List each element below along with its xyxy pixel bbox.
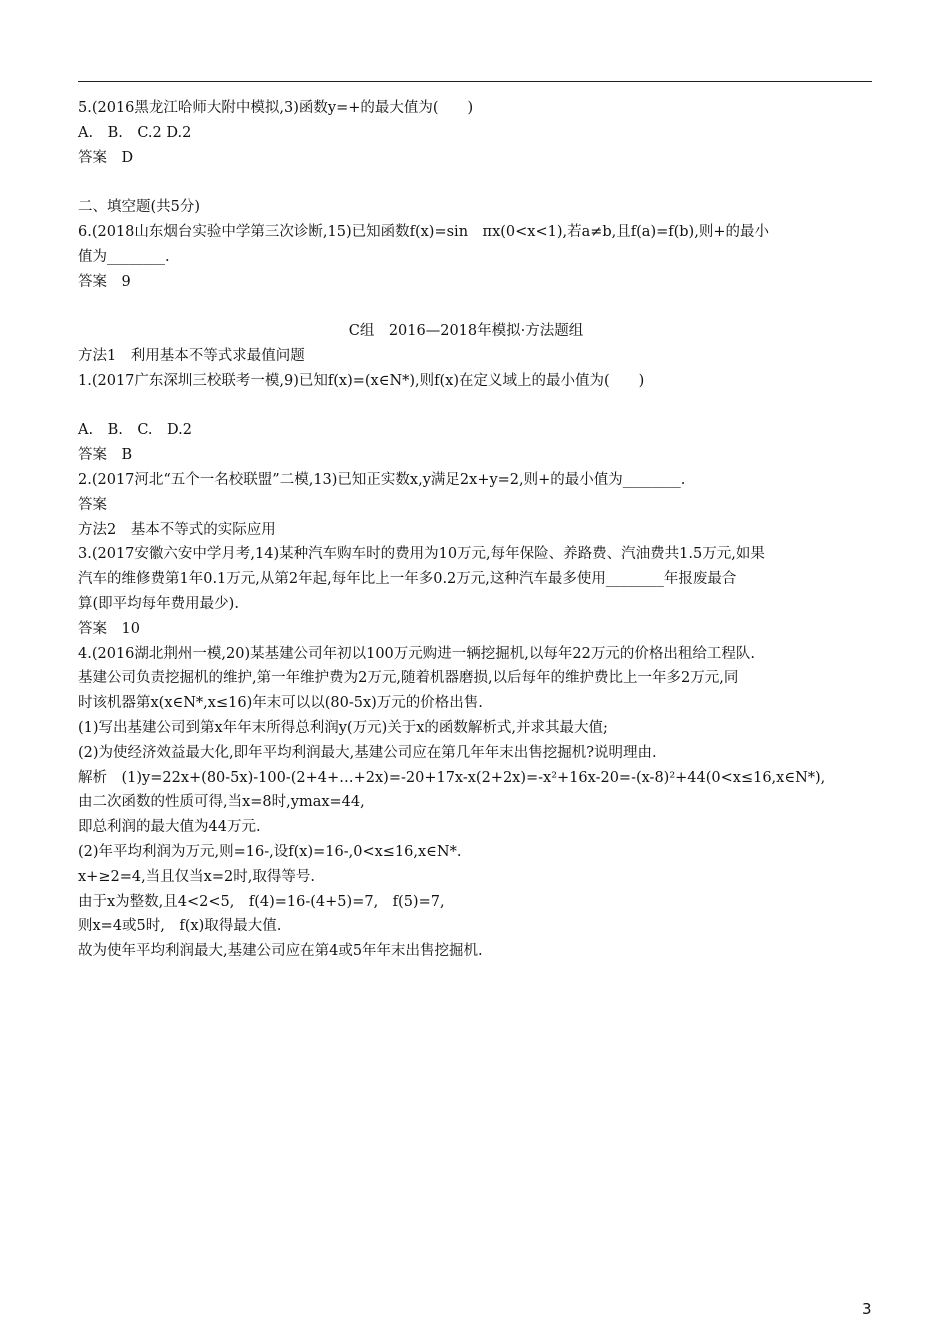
- text-line: 解析 (1)y=22x+(80-5x)-100-(2+4+…+2x)=-20+17x-x(2+2x)=-x²+16x-20=-(x-8)²+44(0<x≤16,x∈N*),: [78, 769, 826, 786]
- text-line: 1.(2017广东深圳三校联考一模,9)已知f(x)=(x∈N*),则f(x)在定义域上的最小值为( ): [78, 372, 645, 389]
- top-rule: [78, 81, 872, 82]
- text-line: A. B. C.2 D.2: [78, 124, 192, 141]
- text-line: 值为________.: [78, 248, 170, 265]
- text-line: 答案 B: [78, 447, 133, 464]
- text-line: 即总利润的最大值为44万元.: [78, 819, 261, 836]
- section-heading: 二、填空题(共5分): [78, 199, 201, 216]
- document-body: [78, 96, 878, 964]
- text-line: 时该机器第x(x∈N*,x≤16)年末可以以(80-5x)万元的价格出售.: [78, 695, 483, 712]
- text-line: 答案: [78, 496, 107, 513]
- text-line: 由于x为整数,且4<2<5, f(4)=16-(4+5)=7, f(5)=7,: [78, 893, 445, 910]
- text-line: 算(即平均每年费用最少).: [78, 595, 239, 612]
- text-line: (2)年平均利润为万元,则=16-,设f(x)=16-,0<x≤16,x∈N*.: [78, 843, 462, 860]
- method-heading: 方法2 基本不等式的实际应用: [78, 521, 276, 538]
- text-line: 故为使年平均利润最大,基建公司应在第4或5年年末出售挖掘机.: [78, 943, 483, 960]
- blank-line: [78, 294, 878, 319]
- text-line: 3.(2017安徽六安中学月考,14)某种汽车购车时的费用为10万元,每年保险、养路费、汽油费共1.5万元,如果: [78, 546, 765, 563]
- text-line: x+≥2=4,当且仅当x=2时,取得等号.: [78, 868, 315, 885]
- text-line: (2)为使经济效益最大化,即年平均利润最大,基建公司应在第几年年末出售挖掘机?说明理由.: [78, 744, 657, 761]
- text-line: (1)写出基建公司到第x年年末所得总利润y(万元)关于x的函数解析式,并求其最大值;: [78, 719, 608, 736]
- method-heading: 方法1 利用基本不等式求最值问题: [78, 347, 305, 364]
- text-line: 答案 10: [78, 620, 140, 637]
- text-line: 答案 D: [78, 149, 134, 166]
- text-line: 由二次函数的性质可得,当x=8时,ymax=44,: [78, 794, 365, 811]
- text-line: A. B. C. D.2: [78, 422, 192, 439]
- text-line: 5.(2016黑龙江哈师大附中模拟,3)函数y=+的最大值为( ): [78, 100, 474, 116]
- group-heading: C组 2016—2018年模拟·方法题组: [348, 323, 584, 340]
- text-line: 2.(2017河北“五个一名校联盟”二模,13)已知正实数x,y满足2x+y=2,则+的最小值为________.: [78, 471, 686, 488]
- text-line: 汽车的维修费第1年0.1万元,从第2年起,每年比上一年多0.2万元,这种汽车最多使用________年报废最合: [78, 571, 737, 588]
- text-line: 答案 9: [78, 273, 131, 290]
- text-line: 6.(2018山东烟台实验中学第三次诊断,15)已知函数f(x)=sin πx(0<x<1),若a≠b,且f(a)=f(b),则+的最小: [78, 223, 769, 240]
- text-line: 则x=4或5时, f(x)取得最大值.: [78, 918, 282, 935]
- blank-line: [78, 170, 878, 195]
- blank-line: [78, 394, 878, 419]
- page-number: 3: [862, 1300, 872, 1318]
- text-line: 4.(2016湖北荆州一模,20)某基建公司年初以100万元购进一辆挖掘机,以每年22万元的价格出租给工程队.: [78, 645, 755, 662]
- text-line: 基建公司负责挖掘机的维护,第一年维护费为2万元,随着机器磨损,以后每年的维护费比上一年多2万元,同: [78, 670, 739, 687]
